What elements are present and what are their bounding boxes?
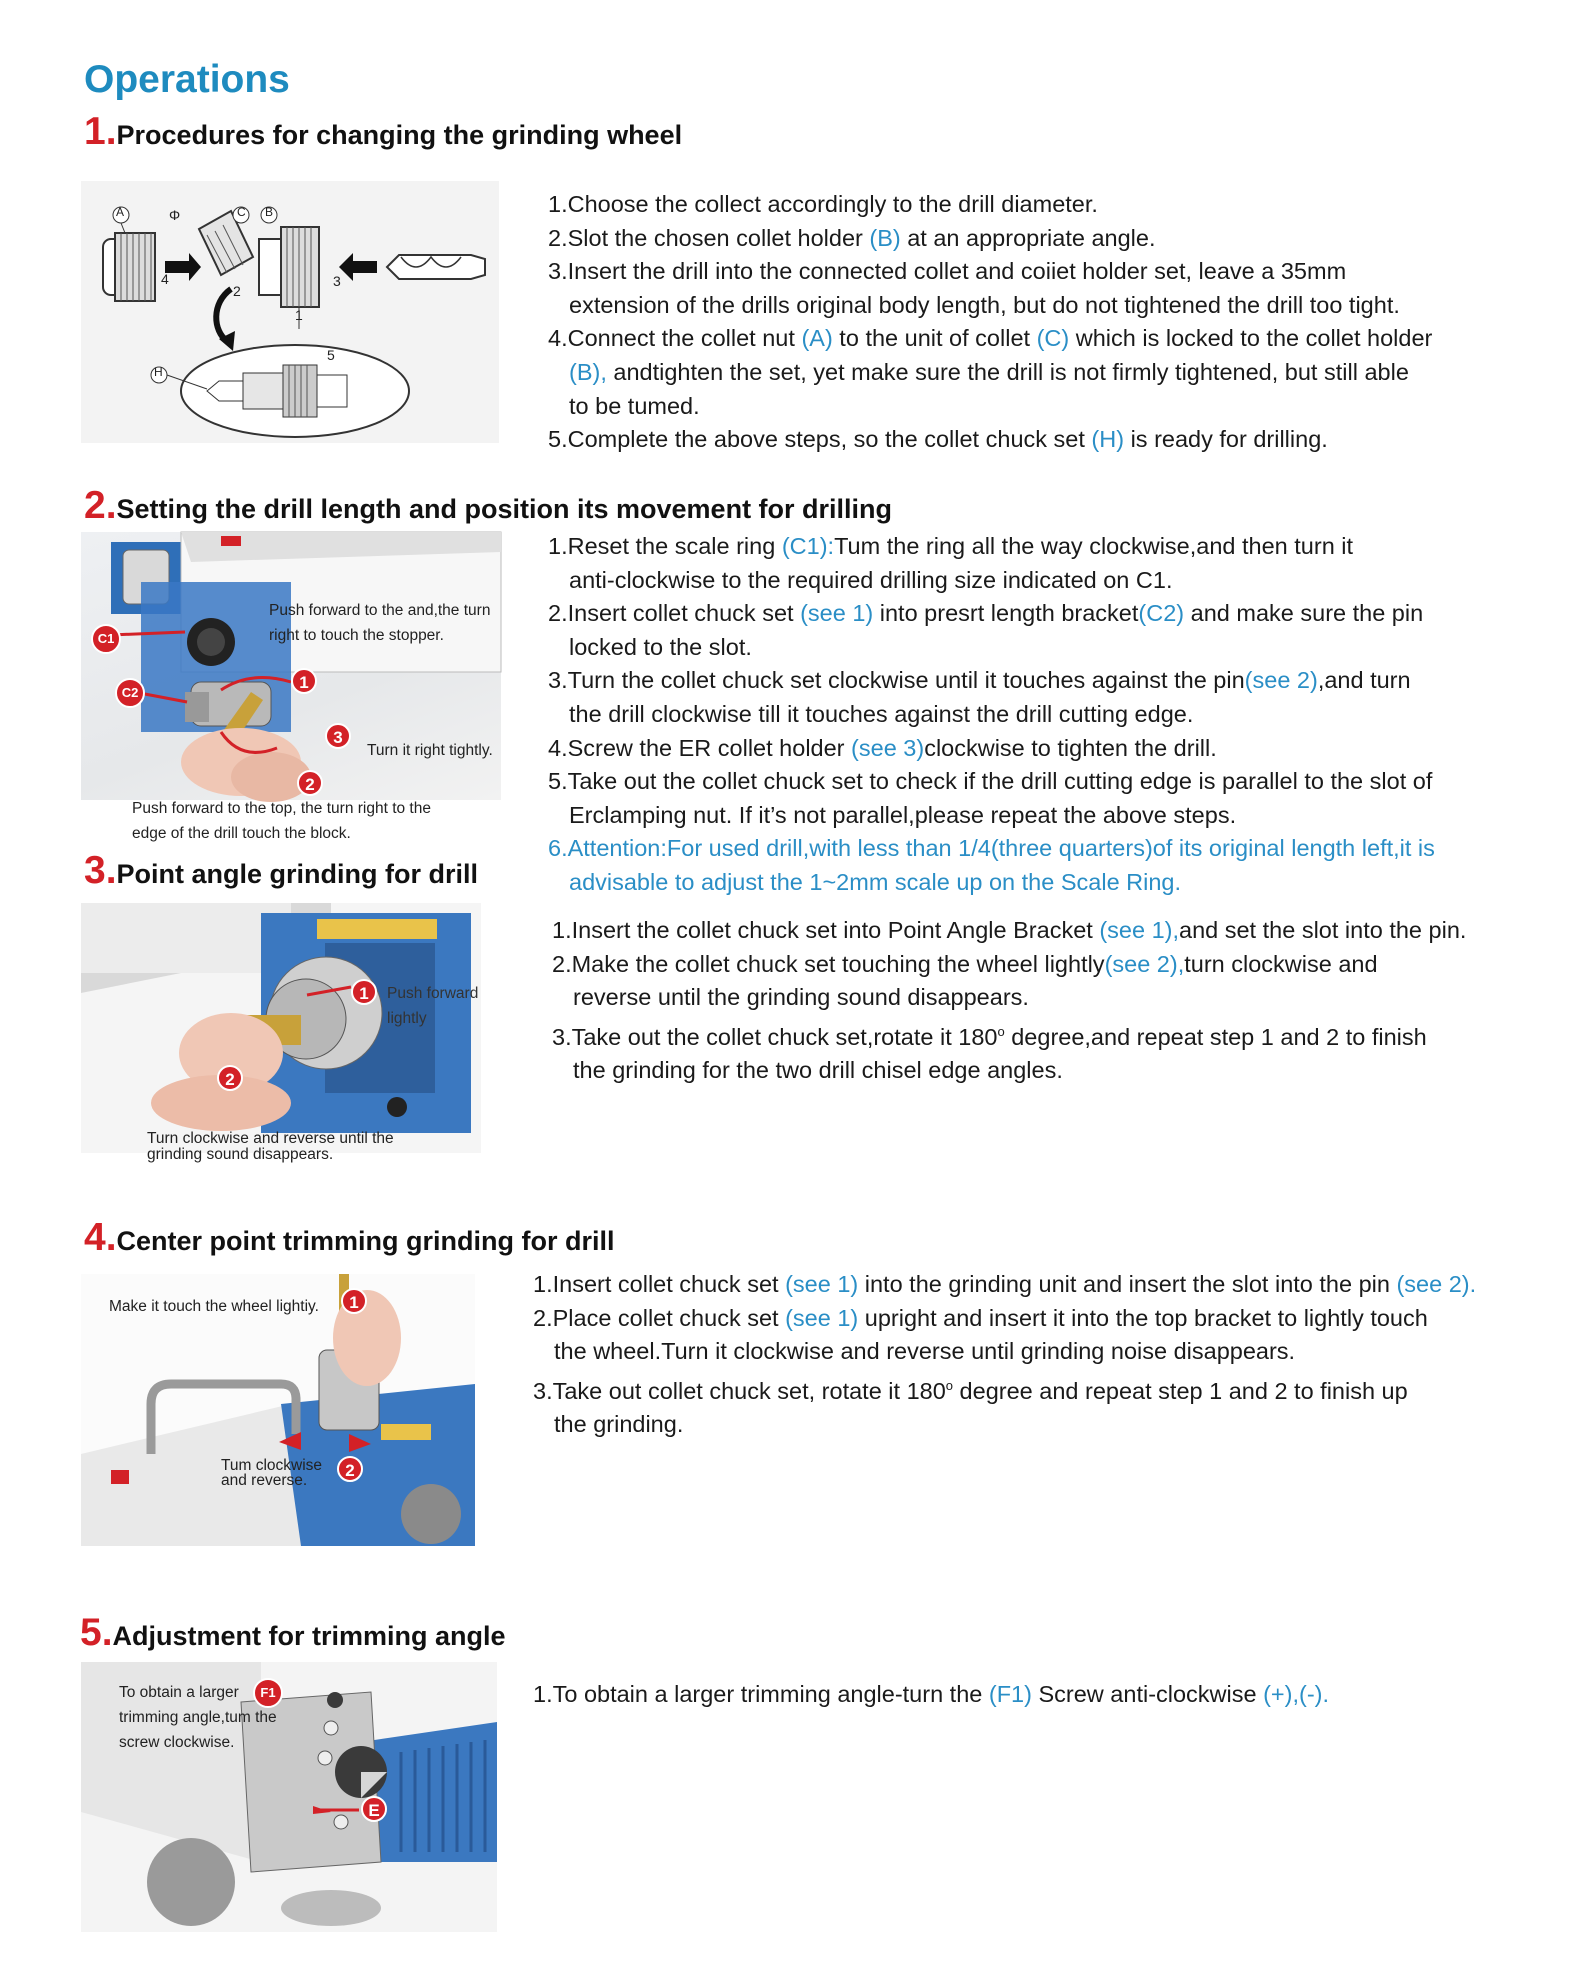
- s2-step: the drill clockwise till it touches against the drill cutting edge.: [569, 700, 1194, 727]
- caption-turn-clockwise: Turn clockwise and reverse until the grinding sound disappears.: [147, 1130, 394, 1163]
- trimming-angle-photo: [81, 1662, 497, 1932]
- page-title: Operations: [84, 58, 290, 101]
- s2-step: 2.Insert collet chuck set (see 1) into presrt length bracket(C2) and make sure the pin: [548, 600, 1424, 627]
- section-5-steps: [533, 1678, 1329, 1712]
- s1-step: 3.Insert the drill into the connected collet and coiiet holder set, leave a 35mm: [548, 258, 1347, 285]
- collet-assembly-diagram: [81, 181, 499, 443]
- callout-f1: F1: [253, 1678, 283, 1708]
- s2-step: 3.Turn the collet chuck set clockwise until it touches against the pin(see 2),and turn: [548, 667, 1411, 694]
- section-1-heading: [84, 110, 682, 154]
- section-3-title: Point angle grinding for drill: [116, 859, 479, 889]
- s2-attention: advisable to adjust the 1~2mm scale up on the Scale Ring.: [569, 868, 1182, 895]
- callout-1: 1: [341, 1288, 367, 1314]
- section-5-title: Adjustment for trimming angle: [112, 1621, 506, 1651]
- callout-3: 3: [325, 723, 351, 749]
- section-3-steps: [552, 914, 1466, 1088]
- collet-diagram-svg: [81, 181, 499, 443]
- label-3: 3: [333, 273, 341, 289]
- callout-c2: C2: [115, 678, 145, 708]
- s5-step: 1.To obtain a larger trimming angle-turn the (F1) Screw anti-clockwise (+),(-).: [533, 1681, 1330, 1707]
- s3-step: the grinding for the two drill chisel edge angles.: [573, 1057, 1063, 1084]
- s1-step: to be tumed.: [569, 392, 700, 419]
- caption-touch-wheel: Make it touch the wheel lightiy.: [109, 1298, 319, 1315]
- callout-e: E: [361, 1796, 387, 1822]
- point-angle-photo: [81, 903, 481, 1163]
- s4-step: the wheel.Turn it clockwise and reverse until grinding noise disappears.: [554, 1338, 1296, 1365]
- s4-step: the grinding.: [554, 1411, 684, 1438]
- s1-step: extension of the drills original body length, but do not tightened the drill too tight.: [569, 291, 1400, 318]
- label-2: 2: [233, 283, 241, 299]
- caption-turn-tight: Turn it right tightly.: [367, 742, 493, 759]
- label-c: C: [237, 205, 246, 219]
- s3-step: 2.Make the collet chuck set touching the wheel lightly(see 2),turn clockwise and: [552, 950, 1378, 977]
- label-4: 4: [161, 271, 169, 287]
- s1-step: 1.Choose the collect accordingly to the drill diameter.: [548, 191, 1098, 217]
- s3-step: reverse until the grinding sound disappears.: [573, 984, 1029, 1011]
- s1-step: 2.Slot the chosen collet holder (B) at an appropriate angle.: [548, 224, 1156, 251]
- callout-1: 1: [291, 668, 317, 694]
- center-point-photo: [81, 1274, 475, 1546]
- caption-push-top: Push forward to the top, the turn right to the edge of the drill touch the block.: [132, 800, 431, 842]
- s2-step: locked to the slot.: [569, 633, 752, 660]
- section-5-number: 5.: [80, 1611, 113, 1654]
- section-4-steps: [533, 1268, 1476, 1442]
- section-1-number: 1.: [84, 110, 117, 153]
- section-2-number: 2.: [84, 484, 117, 527]
- s1-step: (B), andtighten the set, yet make sure the drill is not firmly tightened, but still able: [569, 358, 1409, 385]
- label-b: B: [265, 205, 274, 219]
- s3-step: 1.Insert the collet chuck set into Point Angle Bracket (see 1),and set the slot into the pin.: [552, 917, 1467, 943]
- callout-2: 2: [217, 1065, 243, 1091]
- s2-step: anti-clockwise to the required drilling size indicated on C1.: [569, 566, 1173, 593]
- section-2-steps: [548, 530, 1435, 900]
- section-2-heading: [84, 484, 892, 528]
- s4-step: 2.Place collet chuck set (see 1) upright and insert it into the top bracket to lightly touch: [533, 1304, 1428, 1331]
- s2-step: 5.Take out the collet chuck set to check if the drill cutting edge is parallel to the slot of: [548, 768, 1433, 795]
- caption-push-forward: Push forward lightly: [387, 985, 479, 1027]
- s2-step: 1.Reset the scale ring (C1):Tum the ring all the way clockwise,and then turn it: [548, 533, 1354, 559]
- label-1: 1: [295, 307, 303, 323]
- s1-step: 4.Connect the collet nut (A) to the unit of collet (C) which is locked to the collet holder: [548, 325, 1433, 352]
- section-3-number: 3.: [84, 849, 117, 892]
- callout-2: 2: [337, 1456, 363, 1482]
- s1-step: 5.Complete the above steps, so the collet chuck set (H) is ready for drilling.: [548, 426, 1328, 453]
- label-phi: Φ: [169, 207, 181, 223]
- callout-c1: C1: [91, 624, 121, 654]
- section-5-heading: [80, 1611, 506, 1655]
- drill-length-photo: [81, 532, 501, 800]
- caption-turn-reverse: Tum clockwise and reverse.: [221, 1457, 323, 1489]
- label-h: H: [154, 365, 163, 379]
- section-4-heading: [84, 1216, 615, 1260]
- section-3-heading: [84, 849, 478, 893]
- section-4-title: Center point trimming grinding for drill: [116, 1226, 615, 1256]
- caption-push-end: Push forward to the and,the turn right to touch the stopper.: [269, 602, 491, 644]
- section-1-steps: [548, 188, 1432, 457]
- section-2-title: Setting the drill length and position its movement for drilling: [116, 494, 893, 524]
- caption-larger-angle: To obtain a larger trimming angle,tum the screw clockwise.: [119, 1684, 277, 1751]
- section-4-number: 4.: [84, 1216, 117, 1259]
- s4-step: 1.Insert collet chuck set (see 1) into the grinding unit and insert the slot into the pin (see 2).: [533, 1271, 1477, 1297]
- s4-step: 3.Take out collet chuck set, rotate it 180$^o$ degree and repeat step 1 and 2 to finish up: [533, 1377, 1408, 1404]
- callout-1: 1: [351, 979, 377, 1005]
- section-1-title: Procedures for changing the grinding wheel: [116, 120, 683, 150]
- label-5: 5: [327, 347, 335, 363]
- s2-step: Erclamping nut. If it’s not parallel,please repeat the above steps.: [569, 801, 1237, 828]
- label-a: A: [116, 205, 125, 219]
- s2-attention: 6.Attention:For used drill,with less than 1/4(three quarters)of its original length left,it is: [548, 835, 1435, 862]
- s3-step: 3.Take out the collet chuck set,rotate it 180$^o$ degree,and repeat step 1 and 2 to finish: [552, 1023, 1427, 1050]
- callout-2: 2: [297, 770, 323, 796]
- s2-step: 4.Screw the ER collet holder (see 3)clockwise to tighten the drill.: [548, 734, 1217, 761]
